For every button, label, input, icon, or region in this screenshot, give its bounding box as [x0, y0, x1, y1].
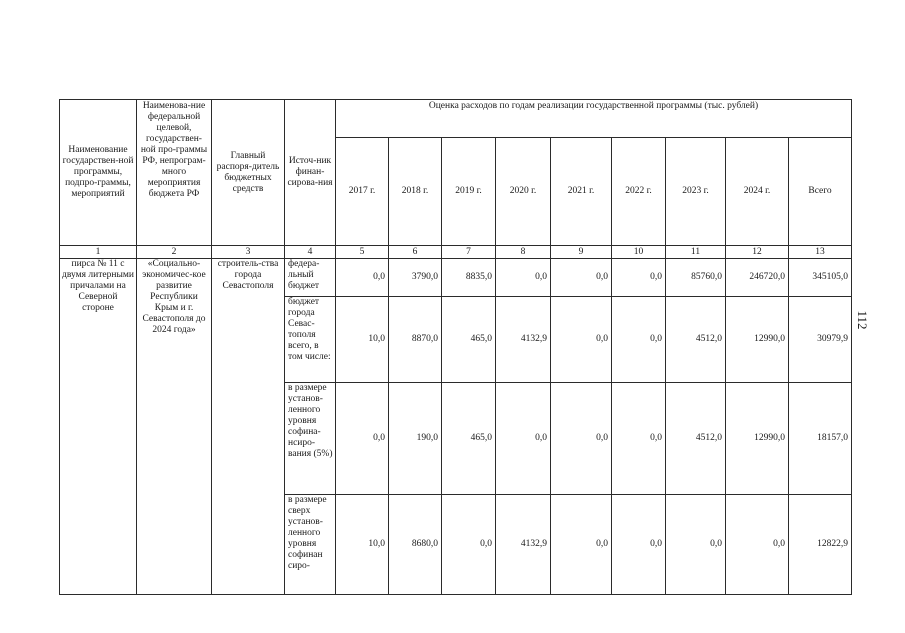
value-cell: 0,0 [336, 383, 389, 495]
federal-program-cell: «Социально-экономичес-кое развитие Республики Крым и г. Севастополя до 2024 года» [137, 259, 212, 595]
funding-source-cell: федера-льный бюджет [285, 259, 336, 297]
value-cell: 0,0 [496, 259, 551, 297]
value-cell: 0,0 [612, 495, 666, 595]
total-cell: 12822,9 [789, 495, 852, 595]
value-cell: 0,0 [442, 495, 496, 595]
value-cell: 465,0 [442, 297, 496, 383]
value-cell: 3790,0 [389, 259, 442, 297]
column-number: 4 [285, 246, 336, 259]
value-cell: 4512,0 [666, 297, 726, 383]
column-number: 12 [726, 246, 789, 259]
value-cell: 465,0 [442, 383, 496, 495]
column-number: 5 [336, 246, 389, 259]
header-budget-manager: Главный распоря-дитель бюджетных средств [212, 100, 285, 246]
column-number: 3 [212, 246, 285, 259]
header-funding-source: Источ-ник финан-сирова-ния [285, 100, 336, 246]
column-number: 2 [137, 246, 212, 259]
column-number: 6 [389, 246, 442, 259]
column-number: 7 [442, 246, 496, 259]
header-year-2020: 2020 г. [496, 138, 551, 246]
value-cell: 0,0 [612, 383, 666, 495]
value-cell: 0,0 [496, 383, 551, 495]
header-program: Наименование государствен-ной программы, подпро-граммы, мероприятий [60, 100, 137, 246]
value-cell: 0,0 [336, 259, 389, 297]
value-cell: 12990,0 [726, 297, 789, 383]
value-cell: 246720,0 [726, 259, 789, 297]
column-number: 9 [551, 246, 612, 259]
value-cell: 12990,0 [726, 383, 789, 495]
header-year-2018: 2018 г. [389, 138, 442, 246]
total-cell: 345105,0 [789, 259, 852, 297]
value-cell: 8870,0 [389, 297, 442, 383]
column-number: 10 [612, 246, 666, 259]
value-cell: 10,0 [336, 297, 389, 383]
value-cell: 0,0 [666, 495, 726, 595]
column-number-row [60, 246, 852, 259]
header-year-2021: 2021 г. [551, 138, 612, 246]
funding-source-cell: бюджет города Севас-тополя всего, в том числе: [285, 297, 336, 383]
value-cell: 0,0 [551, 297, 612, 383]
header-year-2017: 2017 г. [336, 138, 389, 246]
total-cell: 18157,0 [789, 383, 852, 495]
value-cell: 8680,0 [389, 495, 442, 595]
value-cell: 0,0 [551, 259, 612, 297]
value-cell: 0,0 [551, 495, 612, 595]
header-expenditure-estimate: Оценка расходов по годам реализации государственной программы (тыс. рублей) [336, 100, 852, 138]
header-total: Всего [789, 138, 852, 246]
value-cell: 0,0 [551, 383, 612, 495]
program-name-cell: пирса № 11 с двумя литерными причалами на Северной стороне [60, 259, 137, 595]
table-row [60, 259, 852, 297]
total-cell: 30979,9 [789, 297, 852, 383]
column-number: 11 [666, 246, 726, 259]
header-year-2022: 2022 г. [612, 138, 666, 246]
expenditure-table [59, 99, 852, 595]
funding-source-cell: в размере установ-ленного уровня софина-нсиро-вания (5%) [285, 383, 336, 495]
value-cell: 0,0 [612, 297, 666, 383]
value-cell: 4512,0 [666, 383, 726, 495]
value-cell: 4132,9 [496, 495, 551, 595]
value-cell: 0,0 [612, 259, 666, 297]
value-cell: 85760,0 [666, 259, 726, 297]
column-number: 13 [789, 246, 852, 259]
funding-source-cell: в размере сверх установ-ленного уровня софинан сиро- [285, 495, 336, 595]
budget-manager-cell: строитель-ства города Севастополя [212, 259, 285, 595]
value-cell: 0,0 [726, 495, 789, 595]
value-cell: 8835,0 [442, 259, 496, 297]
header-year-2023: 2023 г. [666, 138, 726, 246]
header-year-2019: 2019 г. [442, 138, 496, 246]
column-number: 8 [496, 246, 551, 259]
header-federal-program: Наименова-ние федеральной целевой, государствен-ной про-граммы РФ, непрограм-много мероприятия бюджета РФ [137, 100, 212, 246]
column-number: 1 [60, 246, 137, 259]
value-cell: 10,0 [336, 495, 389, 595]
header-year-2024: 2024 г. [726, 138, 789, 246]
value-cell: 190,0 [389, 383, 442, 495]
value-cell: 4132,9 [496, 297, 551, 383]
page-number: 112 [855, 310, 870, 330]
